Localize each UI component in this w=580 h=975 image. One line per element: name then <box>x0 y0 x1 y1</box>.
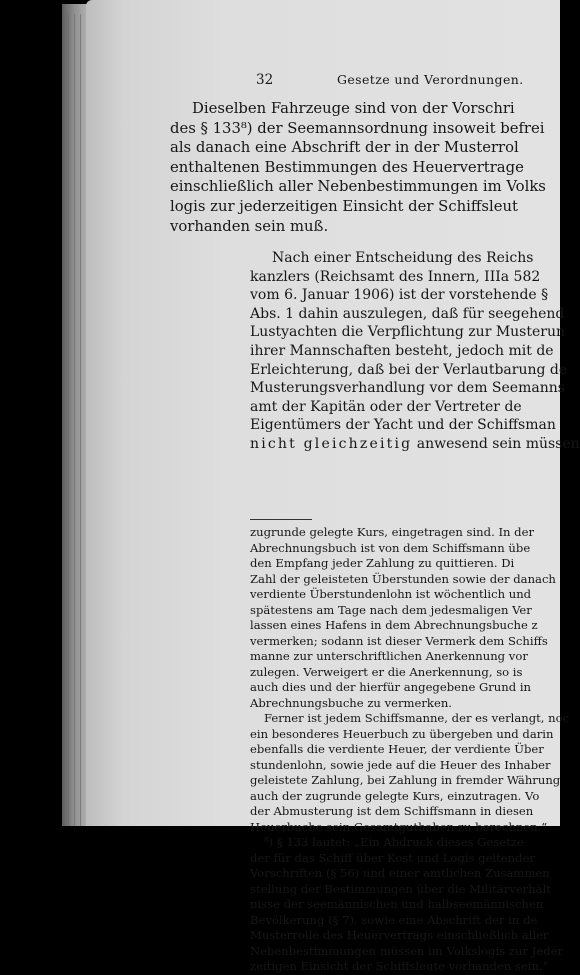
text-line: Bevölkerung (§ 7), sowie eine Abschrift der in de <box>250 912 538 927</box>
text-line: den Empfang jeder Zahlung zu quittieren. Di <box>250 556 515 570</box>
text-line: Erleichterung, daß bei der Verlautbarung de <box>250 361 568 378</box>
indented-paragraph <box>250 249 580 454</box>
text-line: als danach eine Abschrift der in der Musterrol <box>170 139 519 157</box>
text-line: auch dies und der hierfür angegebene Grund in <box>250 680 532 694</box>
text-line: Nebenbestimmungen müssen im Volkslogis zur Jeder <box>250 943 564 958</box>
text-line: Nach einer Entscheidung des Reichs <box>272 250 534 266</box>
text-line: Abs. 1 dahin auszulegen, daß für seegehend <box>250 305 565 322</box>
text-line: Vorschriften (§ 56) und einer amtlichen Zusammen <box>250 866 550 880</box>
text-line: Dieselben Fahrzeuge sind von der Vorschri <box>192 100 515 117</box>
page-number: 32 <box>256 72 274 88</box>
text-line: ebenfalls die verdiente Heuer, der verdiente Über <box>250 742 544 756</box>
text-run: anwesend sein müssen <box>412 435 580 452</box>
text-line: Abrechnungsbuche zu vermerken. <box>250 695 452 710</box>
text-line: Musterrolle des Heuervertrags einschließlich aller <box>250 928 549 942</box>
text-line: stundenlohn, sowie jede auf die Heuer des Inhaber <box>250 757 551 772</box>
text-line: der Abmusterung ist dem Schiffsmann in diesen <box>250 804 534 818</box>
text-line: Eigentümers der Yacht und der Schiffsman <box>250 417 556 434</box>
text-line: stellung der Bestimmungen über die Militärverhält <box>250 881 551 896</box>
spaced-emphasis: nicht gleichzeitig <box>250 435 413 452</box>
running-title: Gesetze und Verordnungen. <box>337 72 524 87</box>
text-line: zugrunde gelegte Kurs, eingetragen sind. In der <box>250 525 534 539</box>
text-line: des § 133⁸) der Seemannsordnung insoweit befrei <box>170 119 545 137</box>
text-line: Ferner ist jedem Schiffsmanne, der es verlangt, noc <box>264 711 570 725</box>
text-line: der für das Schiff über Kost und Logis geltender <box>250 850 535 865</box>
text-line: einschließlich aller Nebenbestimmungen im Volks <box>170 178 546 196</box>
text-line: manne zur unterschriftlichen Anerkennung vor <box>250 649 528 663</box>
text-line: nisse der seemännischen und halbseemännischen <box>250 897 544 911</box>
text-line: ihrer Mannschaften besteht, jedoch mit de <box>250 342 554 359</box>
text-line: Heuerbuche sein Gesamtguthaben zu berechnen.“ <box>250 819 548 834</box>
text-line: geleistete Zahlung, bei Zahlung in fremder Währung <box>250 773 561 787</box>
text-line: logis zur jederzeitigen Einsicht der Schiffsleut <box>170 197 518 215</box>
footnote-block <box>250 525 569 975</box>
main-paragraph <box>170 99 546 236</box>
text-line: verdiente Überstundenlohn ist wöchentlich und <box>250 587 532 601</box>
text-line: Zahl der geleisteten Überstunden sowie der danach <box>250 571 556 586</box>
text-line: amt der Kapitän oder der Vertreter de <box>250 398 522 415</box>
text-line: auch der zugrunde gelegte Kurs, einzutragen. Vo <box>250 788 540 803</box>
text-line: vermerken; sodann ist dieser Vermerk dem Schiffs <box>250 633 548 648</box>
text-line: zulegen. Verweigert er die Anerkennung, so is <box>250 664 523 679</box>
text-line-last <box>250 435 580 454</box>
text-line: zeitigen Einsicht der Schiffsleute vorhanden sein.“ <box>250 959 549 973</box>
footnote-rule <box>250 519 312 520</box>
text-line: lassen eines Hafens in dem Abrechnungsbuche z <box>250 618 538 632</box>
text-line: vom 6. Januar 1906) ist der vorstehende § <box>250 287 549 304</box>
text-line: Musterungsverhandlung vor dem Seemanns <box>250 380 565 397</box>
text-line: vorhanden sein muß. <box>170 217 329 235</box>
text-line: Abrechnungsbuch ist von dem Schiffsmann übe <box>250 540 531 555</box>
text-line: Lustyachten die Verpflichtung zur Musterun <box>250 324 566 341</box>
text-line: enthaltenen Bestimmungen des Heuervertrage <box>170 158 524 176</box>
text-line: kanzlers (Reichsamt des Innern, IIIa 582 <box>250 268 541 285</box>
footnote-8-line: ⁸) § 133 lautet: „Ein Abdruck dieses Gesetze <box>264 835 524 849</box>
page-header <box>86 72 560 88</box>
text-line: ein besonderes Heuerbuch zu übergeben und darin <box>250 726 554 741</box>
text-line: spätestens am Tage nach dem jedesmaligen Ver <box>250 602 532 617</box>
